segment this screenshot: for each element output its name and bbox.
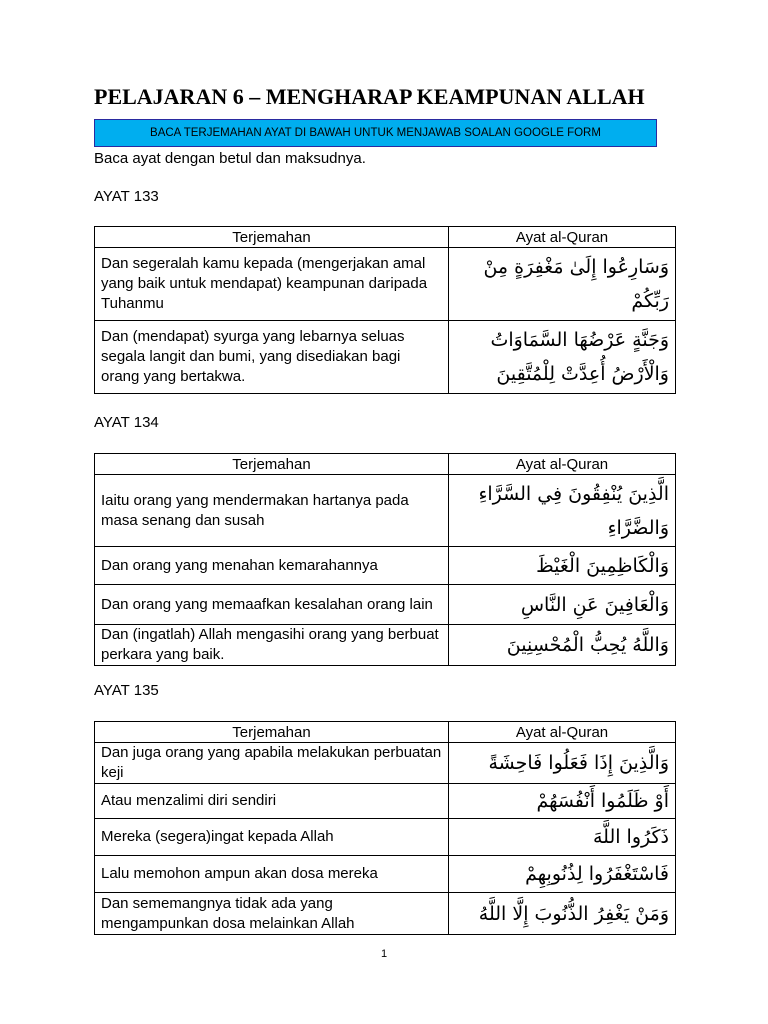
arabic-verse-cell: وَالْعَافِينَ عَنِ النَّاسِ xyxy=(449,585,676,625)
translation-cell: Iaitu orang yang mendermakan hartanya pada masa senang dan susah xyxy=(95,475,449,547)
instruction-banner: BACA TERJEMAHAN AYAT DI BAWAH UNTUK MENJAWAB SOALAN GOOGLE FORM xyxy=(94,119,657,147)
table-header-row xyxy=(95,227,676,248)
ayat-135-table xyxy=(94,721,676,935)
arabic-verse-cell: وَسَارِعُوا إِلَىٰ مَغْفِرَةٍ مِنْ رَبِّكُمْ xyxy=(449,248,676,321)
table-row xyxy=(95,475,676,547)
section-heading-133: AYAT 133 xyxy=(94,188,159,205)
translation-cell: Dan (ingatlah) Allah mengasihi orang yang berbuat perkara yang baik. xyxy=(95,625,449,666)
arabic-verse-cell: وَمَنْ يَغْفِرُ الذُّنُوبَ إِلَّا اللَّهُ xyxy=(449,893,676,935)
arabic-verse-cell: ذَكَرُوا اللَّهَ xyxy=(449,819,676,856)
arabic-verse-cell: الَّذِينَ يُنْفِقُونَ فِي السَّرَّاءِ وَالضَّرَّاءِ xyxy=(449,475,676,547)
table-row xyxy=(95,819,676,856)
table-row xyxy=(95,625,676,666)
table-row xyxy=(95,547,676,585)
intro-text: Baca ayat dengan betul dan maksudnya. xyxy=(94,150,366,167)
column-header-translation: Terjemahan xyxy=(95,227,449,248)
page-title: PELAJARAN 6 – MENGHARAP KEAMPUNAN ALLAH xyxy=(94,84,645,109)
translation-cell: Dan orang yang menahan kemarahannya xyxy=(95,547,449,585)
arabic-verse-cell: فَاسْتَغْفَرُوا لِذُنُوبِهِمْ xyxy=(449,856,676,893)
section-heading-135: AYAT 135 xyxy=(94,682,159,699)
table-row xyxy=(95,743,676,784)
translation-cell: Dan orang yang memaafkan kesalahan orang lain xyxy=(95,585,449,625)
column-header-quran: Ayat al-Quran xyxy=(449,722,676,743)
table-row xyxy=(95,585,676,625)
section-heading-134: AYAT 134 xyxy=(94,414,159,431)
ayat-134-table xyxy=(94,453,676,666)
column-header-quran: Ayat al-Quran xyxy=(449,227,676,248)
column-header-translation: Terjemahan xyxy=(95,722,449,743)
arabic-verse-cell: وَالْكَاظِمِينَ الْغَيْظَ xyxy=(449,547,676,585)
arabic-verse-cell: وَاللَّهُ يُحِبُّ الْمُحْسِنِينَ xyxy=(449,625,676,666)
translation-cell: Dan segeralah kamu kepada (mengerjakan amal yang baik untuk mendapat) keampunan daripada Tuhanmu xyxy=(95,248,449,321)
translation-cell: Atau menzalimi diri sendiri xyxy=(95,784,449,819)
arabic-verse-cell: أَوْ ظَلَمُوا أَنْفُسَهُمْ xyxy=(449,784,676,819)
translation-cell: Dan sememangnya tidak ada yang mengampunkan dosa melainkan Allah xyxy=(95,893,449,935)
translation-cell: Dan (mendapat) syurga yang lebarnya seluas segala langit dan bumi, yang disediakan bagi orang yang bertakwa. xyxy=(95,321,449,394)
table-header-row xyxy=(95,454,676,475)
table-header-row xyxy=(95,722,676,743)
page-number: 1 xyxy=(380,948,388,960)
table-row xyxy=(95,856,676,893)
translation-cell: Dan juga orang yang apabila melakukan perbuatan keji xyxy=(95,743,449,784)
table-row xyxy=(95,784,676,819)
translation-cell: Mereka (segera)ingat kepada Allah xyxy=(95,819,449,856)
table-row xyxy=(95,321,676,394)
ayat-133-table xyxy=(94,226,676,394)
table-row xyxy=(95,893,676,935)
translation-cell: Lalu memohon ampun akan dosa mereka xyxy=(95,856,449,893)
arabic-verse-cell: وَالَّذِينَ إِذَا فَعَلُوا فَاحِشَةً xyxy=(449,743,676,784)
arabic-verse-cell: وَجَنَّةٍ عَرْضُهَا السَّمَاوَاتُ وَالْأَرْضُ أُعِدَّتْ لِلْمُتَّقِينَ xyxy=(449,321,676,394)
column-header-quran: Ayat al-Quran xyxy=(449,454,676,475)
column-header-translation: Terjemahan xyxy=(95,454,449,475)
table-row xyxy=(95,248,676,321)
